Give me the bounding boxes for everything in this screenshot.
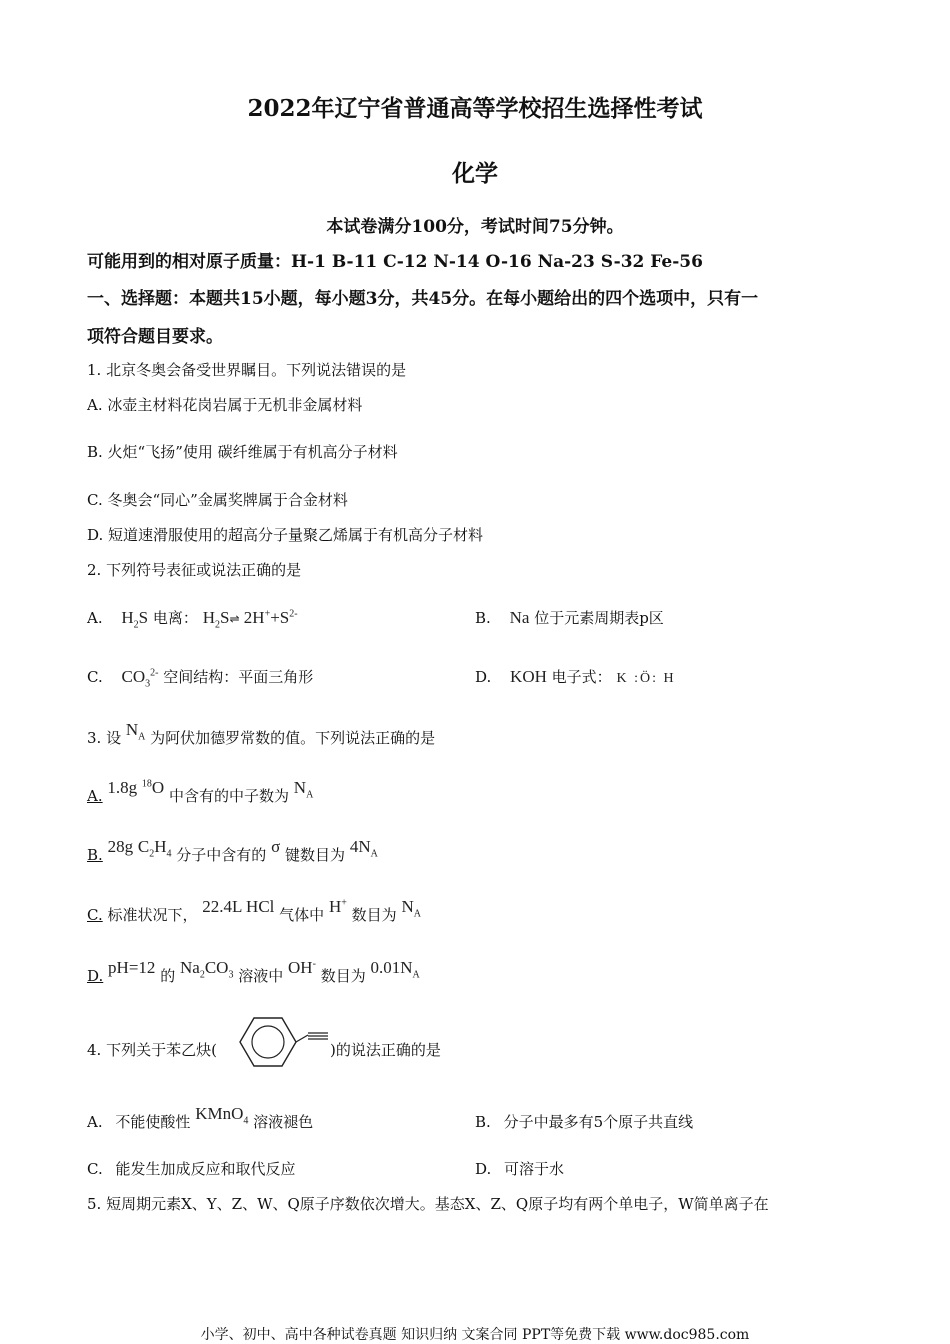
q2-b-text: 位于元素周期表p区 — [534, 609, 664, 627]
equilibrium-arrow-icon: ⇌ — [229, 612, 240, 626]
q3-d-text3: 数目为 — [320, 967, 366, 985]
phenylacetylene-structure — [222, 1004, 332, 1084]
avogadro-symbol: $N_A$ — [125, 720, 146, 743]
q2-d-label: D. — [475, 668, 492, 686]
q4-d-text: 可溶于水 — [504, 1160, 565, 1178]
q4-b-text: 分子中最多有5个原子共直线 — [503, 1113, 694, 1131]
sodium-carbonate-formula: $Na_2CO_3$ — [180, 958, 234, 981]
q1-stem: 1. 北京冬奥会备受世界瞩目。下列说法错误的是 — [87, 361, 407, 379]
ethylene-formula: $C_2H_4$ — [137, 837, 172, 860]
carbonate-formula: $CO_3^{2-}$ — [121, 667, 159, 690]
q3-a-mass: 1.8g — [107, 778, 138, 797]
q2-b-formula: Na — [509, 608, 530, 627]
q1-option-d: D. 短道速滑服使用的超高分子量聚乙烯属于有机高分子材料 — [87, 526, 484, 544]
q3-stem-post: 为阿伏加德罗常数的值。下列说法正确的是 — [150, 729, 436, 747]
q3-d-label: D. — [87, 967, 104, 985]
q3-c-text3: 数目为 — [351, 906, 397, 924]
q4-stem-pre: 4. 下列关于苯乙炔( — [87, 1041, 217, 1059]
ring-to-alkyne-bond — [296, 1035, 308, 1042]
q4-option-d — [475, 1158, 564, 1179]
q3-c-text2: 气体中 — [279, 906, 325, 924]
q2-c-text: 空间结构：平面三角形 — [163, 668, 314, 686]
q2-option-d — [475, 666, 676, 687]
q3-d-text1: 的 — [160, 967, 176, 985]
h2s-formula: $H_2S$ — [121, 608, 149, 631]
q4-a-text2: 溶液褪色 — [253, 1113, 314, 1131]
q4-option-b — [475, 1111, 693, 1132]
q3-b-value: $4N_A$ — [349, 837, 378, 860]
q2-a-text: 电离： — [152, 609, 198, 627]
sigma-symbol: σ — [271, 837, 281, 856]
q2-option-a — [87, 607, 298, 630]
section-heading-line1: 一、选择题：本题共15小题，每小题3分，共45分。在每小题给出的四个选项中，只有一 — [87, 289, 759, 309]
q3-d-ph: pH=12 — [108, 958, 156, 977]
q3-b-text1: 分子中含有的 — [176, 846, 267, 864]
hydroxide-ion: OH- — [288, 958, 316, 977]
q2-option-b — [475, 607, 664, 628]
q4-a-label: A. — [87, 1113, 103, 1131]
oxygen18-formula: $^{18}$O — [141, 778, 165, 797]
q3-a-text: 中含有的中子数为 — [168, 787, 289, 805]
q4-d-label: D. — [475, 1160, 492, 1178]
atomic-masses: 可能用到的相对原子质量：H-1 B-11 C-12 N-14 O-16 Na-23 S-32 Fe-56 — [87, 252, 703, 272]
ionization-equation: $H_2S\rightleftharpoons$ $2H^++S^{2-}$ — [202, 608, 298, 631]
q2-d-text: 电子式： — [551, 668, 612, 686]
q3-stem — [87, 720, 436, 750]
q3-option-b — [87, 837, 378, 867]
q3-option-a — [87, 778, 314, 808]
aromatic-circle — [252, 1026, 284, 1058]
q4-c-label: C. — [87, 1160, 103, 1178]
q4-a-text1: 不能使酸性 — [115, 1113, 191, 1131]
q3-option-d — [87, 958, 420, 988]
q3-a-label: A. — [87, 787, 103, 805]
koh-electron-formula: K :Ö: H — [616, 671, 676, 686]
hydrogen-ion: H+ — [328, 897, 347, 916]
q4-option-a — [87, 1104, 314, 1134]
exam-title: 2022年辽宁省普通高等学校招生选择性考试 — [247, 95, 703, 122]
benzene-ring — [240, 1018, 296, 1066]
q2-d-formula: KOH — [510, 667, 547, 686]
section-heading-line2: 项符合题目要求。 — [87, 327, 223, 347]
q3-stem-pre: 3. 设 — [87, 729, 122, 747]
q2-option-c — [87, 666, 313, 689]
kmno4-formula: KMnO$_4$ — [195, 1104, 249, 1127]
q3-d-value: $0.01N_A$ — [370, 958, 420, 981]
q3-b-label: B. — [87, 846, 103, 864]
q4-b-label: B. — [475, 1113, 491, 1131]
q4-c-text: 能发生加成反应和取代反应 — [115, 1160, 296, 1178]
q3-c-formula: 22.4L HCl — [202, 897, 275, 916]
q2-stem: 2. 下列符号表征或说法正确的是 — [87, 561, 302, 579]
q1-option-a: A. 冰壶主材料花岗岩属于无机非金属材料 — [87, 396, 363, 414]
q3-a-na: $N_A$ — [293, 778, 314, 801]
subject-title: 化学 — [452, 160, 498, 187]
q1-option-c: C. 冬奥会“同心”金属奖牌属于合金材料 — [87, 491, 348, 509]
q3-b-mass: 28g — [107, 837, 134, 856]
q4-stem-post: )的说法正确的是 — [330, 1041, 441, 1059]
q3-c-text1: 标准状况下， — [107, 906, 198, 924]
page-footer: 小学、初中、高中各种试卷真题 知识归纳 文案合同 PPT等免费下载 www.doc985.com — [200, 1327, 750, 1343]
q3-c-na: $N_A$ — [401, 897, 421, 920]
q2-a-label: A. — [87, 609, 103, 627]
exam-info: 本试卷满分100分，考试时间75分钟。 — [326, 217, 624, 237]
q2-c-label: C. — [87, 668, 103, 686]
q5-stem: 5. 短周期元素X、Y、Z、W、Q原子序数依次增大。基态X、Z、Q原子均有两个单电子，W简单离子在 — [87, 1195, 769, 1213]
q3-c-label: C. — [87, 906, 103, 924]
q3-d-text2: 溶液中 — [238, 967, 284, 985]
q4-option-c — [87, 1158, 296, 1179]
q1-option-b: B. 火炬“飞扬”使用 碳纤维属于有机高分子材料 — [87, 443, 398, 461]
q3-option-c — [87, 897, 421, 927]
q3-b-text2: 键数目为 — [285, 846, 346, 864]
q2-b-label: B. — [475, 609, 491, 627]
